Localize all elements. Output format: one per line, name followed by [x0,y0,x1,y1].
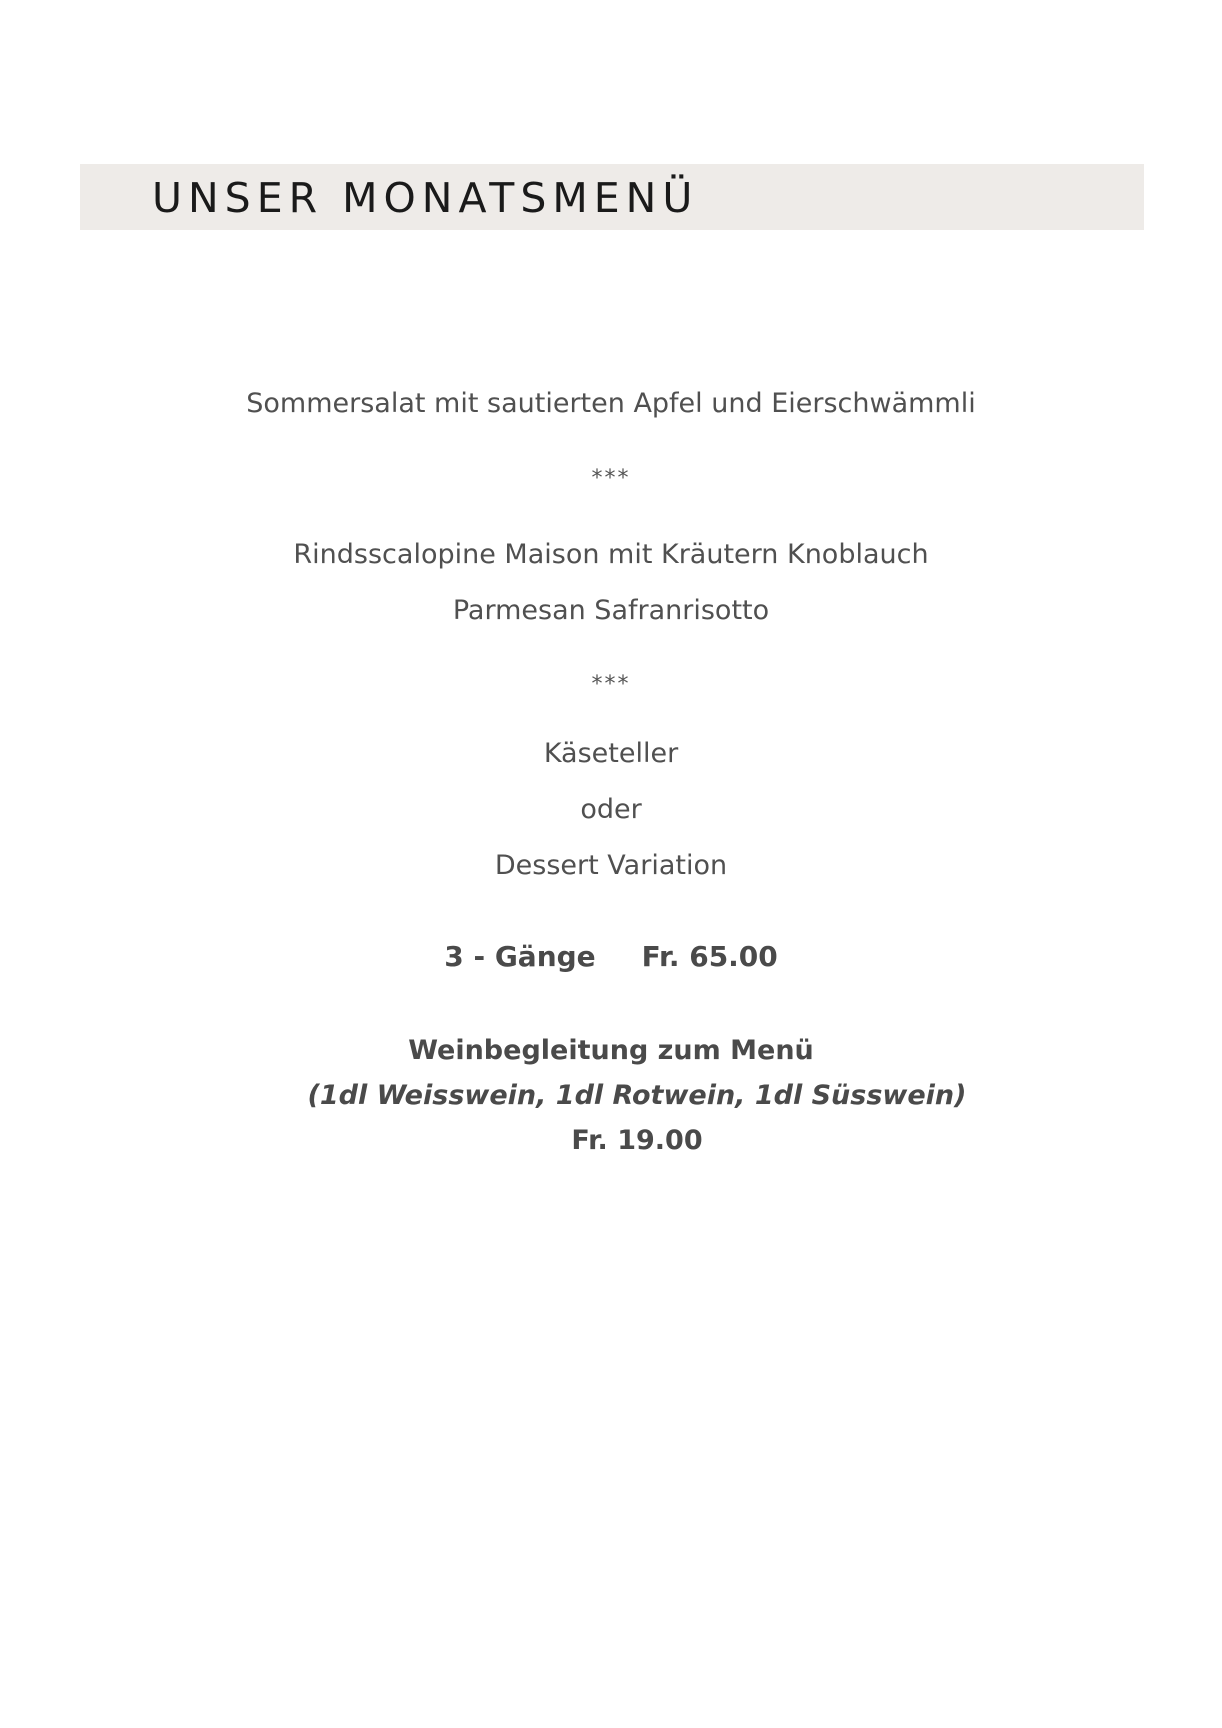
main-dish-line-1: Rindsscalopine Maison mit Kräutern Knoblauch [293,539,929,570]
courses-price: Fr. 65.00 [641,940,778,973]
dessert-option-1: Käseteller [543,738,679,769]
title-bar [80,164,1144,230]
dessert-or-label: oder [580,794,642,825]
main-dish-line-2: Parmesan Safranrisotto [452,595,770,626]
wine-pairing-details: (1dl Weisswein, 1dl Rotwein, 1dl Süsswein) [307,1080,967,1111]
wine-pairing-price: Fr. 19.00 [571,1125,703,1156]
course-separator: *** [591,466,631,491]
page-title: UNSER MONATSMENÜ [152,174,699,222]
courses-label: 3 - Gänge [444,940,596,973]
wine-pairing-title: Weinbegleitung zum Menü [408,1035,814,1066]
starter-dish: Sommersalat mit sautierten Apfel und Eierschwämmli [246,388,976,419]
course-separator: *** [591,672,631,697]
dessert-option-2: Dessert Variation [494,850,728,881]
menu-price-row [0,940,1222,974]
